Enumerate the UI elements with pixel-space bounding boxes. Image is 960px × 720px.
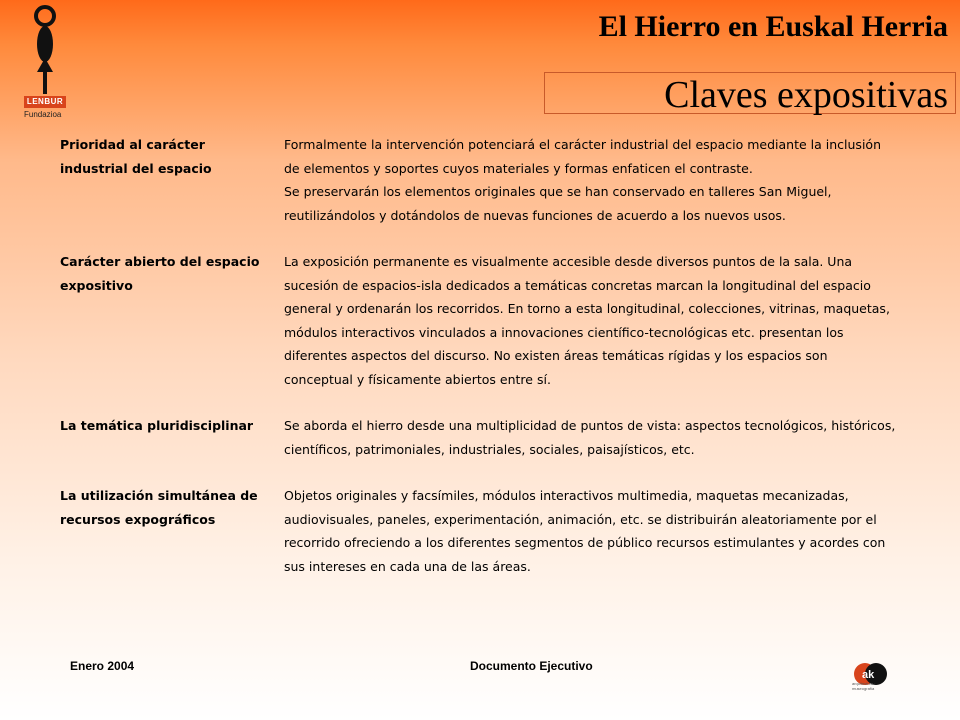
row-paragraph: Se aborda el hierro desde una multiplicidad de puntos de vista: aspectos tecnológicos, históricos, científicos, patrimoniales, industriales, sociales, paisajísticos, etc. (284, 418, 896, 457)
row-label: La temática pluridisciplinar (60, 418, 254, 433)
section-title: Claves expositivas (664, 74, 948, 116)
row-paragraph: La exposición permanente es visualmente accesible desde diversos puntos de la sala. Una sucesión de espacios-isla dedicados a temáticas concretas marcan la longitudinal del espacio general y ordenarán los recorridos. En torno a esta longitudinal, colecciones, vitrinas, maquetas, módulos interactivos vinculados a innovaciones científico-tecnológicas etc. presentan los diferentes aspectos del discurso. No existen áreas temáticas rígidas y los espacios son conceptual y físicamente abiertos entre sí. (284, 254, 890, 387)
footer-date: Enero 2004 (70, 659, 135, 673)
ak-logo-caption: arquitectura · museografía (852, 681, 876, 691)
figure-logo-icon (24, 4, 66, 96)
row-paragraph: Formalmente la intervención potenciará el carácter industrial del espacio mediante la inclusión de elementos y soportes cuyos materiales y formas enfaticen el contraste. (284, 137, 881, 176)
ak-logo-text: ak (862, 669, 875, 681)
logo-brand: LENBUR (24, 96, 66, 108)
logo-sub: Fundazioa (24, 110, 62, 119)
content-row (60, 133, 900, 227)
row-text (284, 133, 900, 227)
content-row (60, 414, 900, 461)
row-label: La utilización simultánea de recursos expográficos (60, 488, 258, 527)
lenbur-logo (24, 4, 66, 128)
row-label: Prioridad al carácter industrial del espacio (60, 137, 212, 176)
row-text (284, 250, 900, 391)
content-row (60, 250, 900, 391)
row-paragraph: Objetos originales y facsímiles, módulos interactivos multimedia, maquetas mecanizadas, audiovisuales, paneles, experimentación, animación, etc. se distribuirán aleatoriamente por el recorrido ofreciendo a los diferentes segmentos de público recursos estimulantes y acordes con sus intereses en cada una de las áreas. (284, 488, 886, 574)
content-row (60, 484, 900, 578)
row-text (284, 414, 900, 461)
row-text (284, 484, 900, 578)
row-paragraph: Se preservarán los elementos originales que se han conservado en talleres San Miguel, reutilizándolos y dotándolos de nuevas funciones de acuerdo a los nuevos usos. (284, 184, 832, 223)
row-label: Carácter abierto del espacio expositivo (60, 254, 260, 293)
footer-document-label: Documento Ejecutivo (470, 659, 593, 673)
content-table (60, 133, 900, 578)
header-title: El Hierro en Euskal Herria (598, 10, 948, 43)
